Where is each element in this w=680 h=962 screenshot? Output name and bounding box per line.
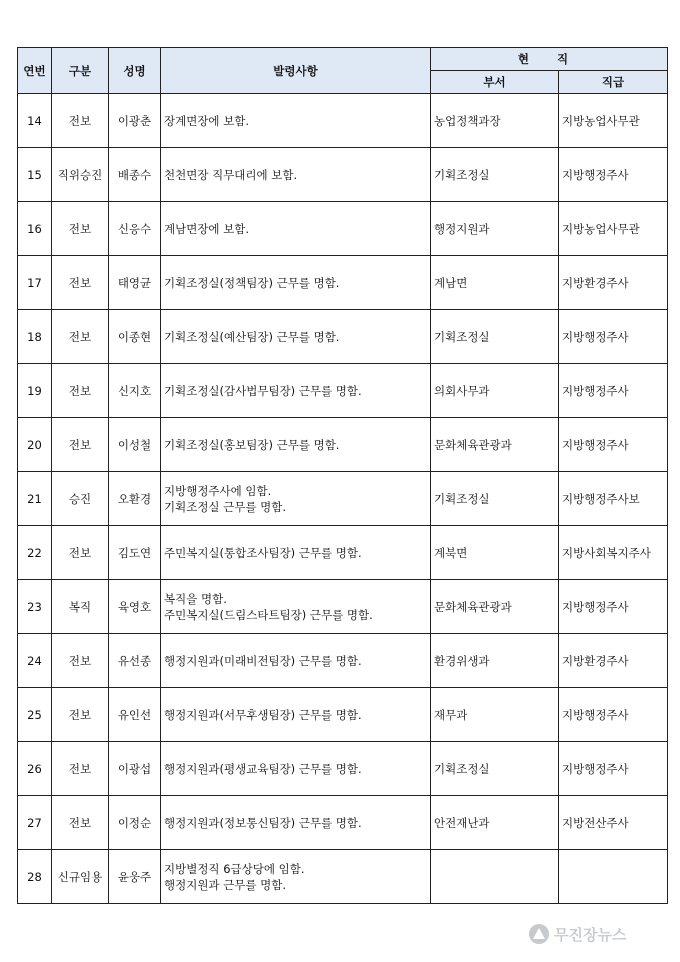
triangle-logo-icon [528, 923, 550, 945]
order-line: 기획조정실(정책팀장) 근무를 명함. [164, 275, 340, 290]
row-category: 전보 [52, 418, 109, 472]
table-row [18, 850, 668, 904]
order-line: 지방별정직 6급상당에 임함. [164, 861, 305, 876]
row-dept: 재무과 [431, 688, 559, 742]
table-row [18, 796, 668, 850]
row-dept: 행정지원과 [431, 202, 559, 256]
header-name: 성명 [109, 48, 161, 94]
row-order [161, 148, 431, 202]
row-number: 18 [18, 310, 52, 364]
row-dept: 농업정책과장 [431, 94, 559, 148]
row-order [161, 418, 431, 472]
order-line: 천천면장 직무대리에 보함. [164, 167, 298, 182]
row-grade: 지방행정주사 [559, 310, 668, 364]
row-dept: 계남면 [431, 256, 559, 310]
order-line: 행정지원과(미래비전팀장) 근무를 명함. [164, 653, 362, 668]
row-name: 이정순 [109, 796, 161, 850]
table-row [18, 364, 668, 418]
table-row [18, 688, 668, 742]
row-dept: 안전재난과 [431, 796, 559, 850]
row-category: 전보 [52, 202, 109, 256]
table-row [18, 580, 668, 634]
row-grade: 지방행정주사 [559, 688, 668, 742]
row-name: 유인선 [109, 688, 161, 742]
row-number: 14 [18, 94, 52, 148]
row-number: 22 [18, 526, 52, 580]
row-grade [559, 850, 668, 904]
order-line: 행정지원과 근무를 명함. [164, 877, 287, 892]
row-name: 이광섭 [109, 742, 161, 796]
row-order [161, 688, 431, 742]
row-grade: 지방행정주사보 [559, 472, 668, 526]
row-name: 육영호 [109, 580, 161, 634]
row-number: 15 [18, 148, 52, 202]
header-current: 현 직 [431, 48, 668, 71]
row-grade: 지방행정주사 [559, 418, 668, 472]
row-order [161, 364, 431, 418]
row-category: 전보 [52, 256, 109, 310]
row-category: 복직 [52, 580, 109, 634]
row-name: 김도연 [109, 526, 161, 580]
row-order [161, 796, 431, 850]
personnel-table [17, 47, 668, 904]
row-dept: 문화체육관광과 [431, 580, 559, 634]
row-dept: 기획조정실 [431, 472, 559, 526]
watermark-text: 무진장뉴스 [554, 925, 627, 944]
row-name: 이종현 [109, 310, 161, 364]
order-line: 행정지원과(평생교육팀장) 근무를 명함. [164, 761, 362, 776]
order-line: 기획조정실(홍보팀장) 근무를 명함. [164, 437, 340, 452]
row-name: 유선종 [109, 634, 161, 688]
order-line: 지방행정주사에 임함. [164, 483, 272, 498]
row-dept: 문화체육관광과 [431, 418, 559, 472]
row-dept: 의회사무과 [431, 364, 559, 418]
row-order [161, 634, 431, 688]
row-category: 전보 [52, 364, 109, 418]
row-number: 28 [18, 850, 52, 904]
row-category: 전보 [52, 796, 109, 850]
table-row [18, 256, 668, 310]
row-name: 신응수 [109, 202, 161, 256]
row-name: 오환경 [109, 472, 161, 526]
header-order: 발령사항 [161, 48, 431, 94]
row-number: 17 [18, 256, 52, 310]
row-category: 전보 [52, 526, 109, 580]
table-body [18, 94, 668, 904]
row-grade: 지방농업사무관 [559, 202, 668, 256]
table-row [18, 526, 668, 580]
row-category: 승진 [52, 472, 109, 526]
order-line: 기획조정실 근무를 명함. [164, 499, 287, 514]
order-line: 복직을 명함. [164, 591, 227, 606]
table-row [18, 202, 668, 256]
header-grade: 직급 [559, 71, 668, 94]
row-category: 직위승진 [52, 148, 109, 202]
row-category: 전보 [52, 688, 109, 742]
watermark [528, 914, 668, 954]
row-category: 신규임용 [52, 850, 109, 904]
row-number: 24 [18, 634, 52, 688]
order-line: 기획조정실(감사법무팀장) 근무를 명함. [164, 383, 362, 398]
row-name: 배종수 [109, 148, 161, 202]
row-name: 윤웅주 [109, 850, 161, 904]
row-dept: 환경위생과 [431, 634, 559, 688]
table-row [18, 148, 668, 202]
table-row [18, 634, 668, 688]
row-order [161, 742, 431, 796]
order-line: 주민복지실(통합조사팀장) 근무를 명함. [164, 545, 362, 560]
row-name: 이광춘 [109, 94, 161, 148]
row-grade: 지방행정주사 [559, 364, 668, 418]
order-line: 기획조정실(예산팀장) 근무를 명함. [164, 329, 340, 344]
table-row [18, 310, 668, 364]
row-grade: 지방행정주사 [559, 742, 668, 796]
row-dept: 기획조정실 [431, 310, 559, 364]
row-number: 19 [18, 364, 52, 418]
header-no: 연번 [18, 48, 52, 94]
row-grade: 지방환경주사 [559, 256, 668, 310]
row-number: 16 [18, 202, 52, 256]
row-name: 신지호 [109, 364, 161, 418]
table-row [18, 418, 668, 472]
row-grade: 지방행정주사 [559, 148, 668, 202]
row-order [161, 580, 431, 634]
row-category: 전보 [52, 634, 109, 688]
row-category: 전보 [52, 94, 109, 148]
table-row [18, 94, 668, 148]
row-dept [431, 850, 559, 904]
row-grade: 지방사회복지주사 [559, 526, 668, 580]
order-line: 계남면장에 보함. [164, 221, 250, 236]
row-grade: 지방전산주사 [559, 796, 668, 850]
row-number: 27 [18, 796, 52, 850]
row-number: 20 [18, 418, 52, 472]
row-order [161, 256, 431, 310]
order-line: 장계면장에 보함. [164, 113, 250, 128]
row-name: 이성철 [109, 418, 161, 472]
row-grade: 지방환경주사 [559, 634, 668, 688]
row-order [161, 526, 431, 580]
row-number: 23 [18, 580, 52, 634]
table-row [18, 472, 668, 526]
row-dept: 기획조정실 [431, 148, 559, 202]
row-order [161, 310, 431, 364]
row-category: 전보 [52, 310, 109, 364]
row-dept: 계북면 [431, 526, 559, 580]
order-line: 행정지원과(서무후생팀장) 근무를 명함. [164, 707, 362, 722]
header-dept: 부서 [431, 71, 559, 94]
row-grade: 지방행정주사 [559, 580, 668, 634]
row-number: 21 [18, 472, 52, 526]
row-order [161, 202, 431, 256]
row-order [161, 472, 431, 526]
row-order [161, 850, 431, 904]
row-number: 26 [18, 742, 52, 796]
row-dept: 기획조정실 [431, 742, 559, 796]
row-category: 전보 [52, 742, 109, 796]
row-name: 태영균 [109, 256, 161, 310]
row-order [161, 94, 431, 148]
order-line: 행정지원과(정보통신팀장) 근무를 명함. [164, 815, 362, 830]
table-row [18, 742, 668, 796]
order-line: 주민복지실(드림스타트팀장) 근무를 명함. [164, 607, 373, 622]
header-category: 구분 [52, 48, 109, 94]
row-grade: 지방농업사무관 [559, 94, 668, 148]
row-number: 25 [18, 688, 52, 742]
